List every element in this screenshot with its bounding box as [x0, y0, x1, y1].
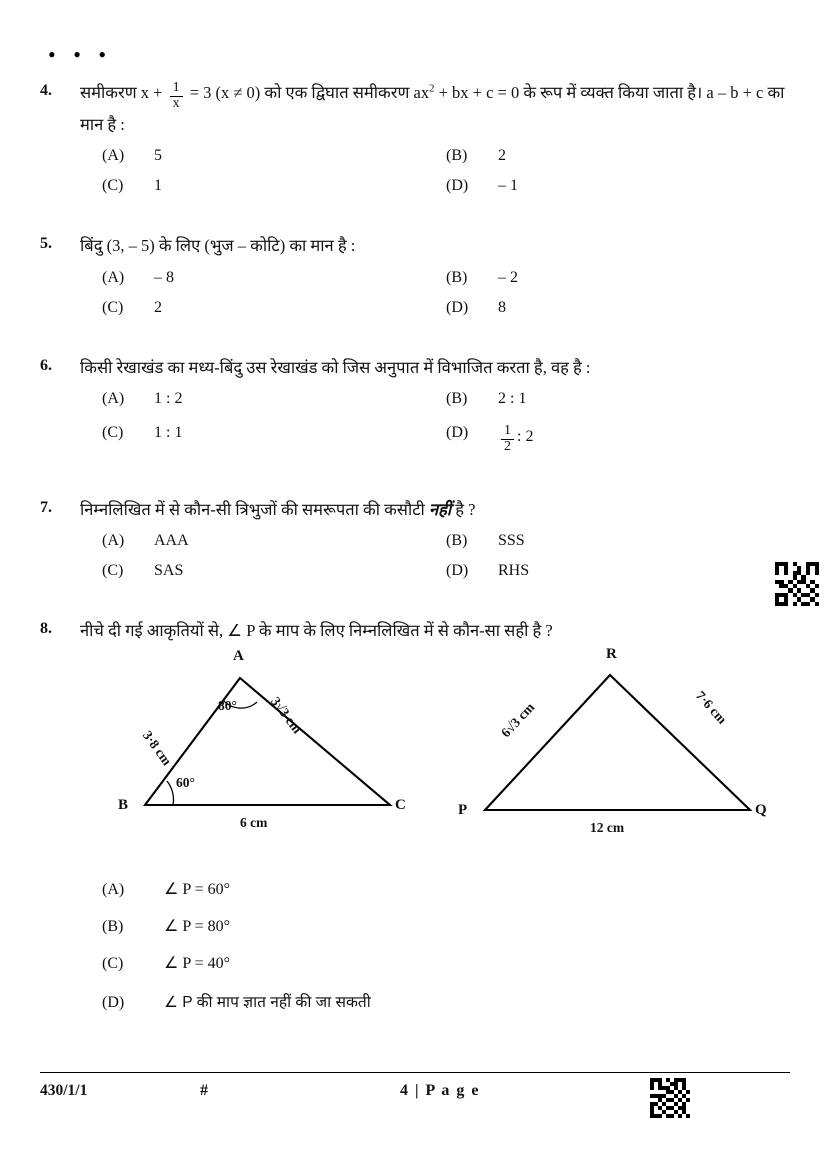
option-text: 5 [154, 147, 162, 165]
option-text: 2 [154, 298, 162, 316]
option-label: (D) [446, 298, 469, 316]
question-6 [40, 355, 790, 471]
options-q4 [102, 147, 790, 195]
question-text: नीचे दी गई आकृतियों से, ∠ P के माप के लिए निम्नलिखित में से कौन-सा सही है ? [80, 621, 553, 641]
option-row [102, 532, 790, 550]
option-ratio-text: : 2 [517, 428, 534, 446]
option-text: 8 [498, 298, 506, 316]
fraction [501, 424, 514, 454]
side-label-bc: 6 cm [240, 814, 268, 830]
option-text: ∠ P = 40° [164, 954, 231, 972]
option-label: (B) [446, 268, 468, 286]
option-b[interactable] [102, 916, 810, 936]
fraction [170, 81, 183, 111]
option-d[interactable] [446, 177, 790, 195]
side-label-rq: 7·6 cm [692, 687, 730, 727]
option-label: (B) [102, 917, 124, 935]
vertex-label-p: P [458, 801, 468, 818]
option-label: (A) [102, 880, 125, 898]
question-text-mid: = 3 (x ≠ 0) को एक द्विघात समीकरण ax [185, 83, 430, 102]
option-d[interactable] [102, 990, 810, 1012]
option-label: (D) [102, 993, 125, 1011]
option-label: (C) [102, 424, 124, 442]
qr-code-footer [650, 1078, 690, 1118]
option-b[interactable] [446, 390, 790, 408]
question-text: किसी रेखाखंड का मध्य-बिंदु उस रेखाखंड को जिस अनुपात में विभाजित करता है, वह है : [80, 357, 591, 377]
question-text-emphasis: नहीं [428, 499, 452, 519]
option-a[interactable] [102, 879, 810, 899]
side-label-pq: 12 cm [590, 819, 625, 835]
qr-code-side [775, 562, 819, 606]
option-text: 1 [154, 177, 162, 195]
option-a[interactable] [102, 269, 446, 287]
question-text: बिंदु (3, – 5) के लिए (भुज – कोटि) का मान है : [80, 236, 356, 256]
option-text: ∠ P की माप ज्ञात नहीं की जा सकती [164, 993, 371, 1011]
vertex-label-a: A [233, 647, 244, 664]
vertex-label-c: C [395, 796, 406, 813]
option-c[interactable] [102, 953, 810, 973]
question-4 [40, 80, 790, 207]
fraction-denominator: 2 [504, 439, 511, 455]
option-text: 1 : 2 [154, 390, 183, 408]
angle-label-a: 80° [218, 697, 237, 713]
option-text: – 1 [498, 177, 518, 195]
option-label: (C) [102, 954, 124, 972]
question-number: 5. [40, 235, 52, 253]
vertex-label-b: B [118, 796, 129, 813]
options-q6 [102, 390, 790, 454]
angle-label-b: 60° [176, 774, 195, 790]
side-label-pr: 6√3 cm [498, 699, 538, 741]
question-text-a: निम्नलिखित में से कौन-सी त्रिभुजों की समरूपता की कसौटी [80, 499, 429, 519]
option-a[interactable] [102, 532, 446, 550]
option-row [102, 424, 790, 454]
triangles-figure [90, 645, 810, 875]
option-text: 2 [498, 147, 506, 165]
option-text: ∠ P = 80° [164, 917, 231, 935]
fraction-numerator: 1 [501, 424, 514, 440]
option-text: AAA [154, 532, 189, 550]
question-5 [40, 233, 790, 329]
option-row [102, 390, 790, 408]
options-q8 [102, 879, 810, 1012]
option-text: SSS [498, 532, 525, 550]
side-label-ac: 3√3 cm [268, 693, 305, 737]
option-b[interactable] [446, 147, 790, 165]
fraction-numerator: 1 [170, 81, 183, 97]
angle-arc-b [167, 781, 173, 805]
option-text: SAS [154, 562, 184, 580]
option-d[interactable] [446, 562, 790, 580]
question-text-pre: समीकरण x + [80, 83, 167, 102]
question-text [80, 80, 790, 137]
paper-code: 430/1/1 [40, 1082, 88, 1099]
option-c[interactable] [102, 424, 446, 454]
option-label: (B) [446, 390, 468, 408]
option-row [102, 147, 790, 165]
option-label: (A) [102, 268, 125, 286]
question-8 [40, 618, 790, 1029]
triangles-svg [90, 647, 810, 850]
option-text: – 2 [498, 268, 518, 286]
question-number: 6. [40, 356, 52, 374]
page-content [40, 44, 790, 1033]
option-label: (B) [446, 532, 468, 550]
option-d[interactable] [446, 299, 790, 317]
option-text: 1 : 1 [154, 424, 183, 442]
option-label: (C) [102, 177, 124, 195]
option-label: (D) [446, 424, 469, 442]
section-marker: # [200, 1082, 208, 1099]
option-text: RHS [498, 562, 530, 580]
question-7 [40, 497, 790, 593]
question-text-mid2: + bx + c = 0 के रूप में व्यक्त किया जाता है। a – b + c का मान है : [80, 83, 785, 134]
option-label: (A) [102, 390, 125, 408]
option-row [102, 562, 790, 580]
options-q5 [102, 269, 790, 317]
option-text-d [498, 424, 533, 454]
question-number: 8. [40, 620, 52, 638]
question-number: 7. [40, 498, 52, 516]
page-number: 4 | P a g e [400, 1082, 481, 1099]
option-d[interactable] [446, 424, 790, 454]
option-b[interactable] [446, 269, 790, 287]
option-c[interactable] [102, 562, 446, 580]
option-c[interactable] [102, 177, 446, 195]
option-label: (D) [446, 177, 469, 195]
option-a[interactable] [102, 147, 446, 165]
option-text: 2 : 1 [498, 390, 527, 408]
option-c[interactable] [102, 299, 446, 317]
option-label: (D) [446, 562, 469, 580]
question-text-b: है ? [451, 499, 476, 519]
option-label: (A) [102, 147, 125, 165]
option-b[interactable] [446, 532, 790, 550]
options-q7 [102, 532, 790, 580]
option-label: (B) [446, 147, 468, 165]
option-row [102, 269, 790, 287]
option-label: (C) [102, 562, 124, 580]
side-label-ab: 3·8 cm [139, 727, 175, 769]
option-row [102, 299, 790, 317]
option-row [102, 177, 790, 195]
option-label: (C) [102, 298, 124, 316]
vertex-label-q: Q [755, 801, 767, 818]
option-label: (A) [102, 532, 125, 550]
exponent: 2 [429, 82, 435, 95]
continuation-dots: • • • [48, 42, 113, 67]
vertex-label-r: R [606, 645, 617, 662]
question-number: 4. [40, 82, 52, 99]
footer-divider [40, 1072, 790, 1073]
option-text: ∠ P = 60° [164, 880, 231, 898]
fraction-denominator: x [172, 96, 180, 112]
option-a[interactable] [102, 390, 446, 408]
option-text: – 8 [154, 268, 174, 286]
question-text [80, 497, 790, 523]
